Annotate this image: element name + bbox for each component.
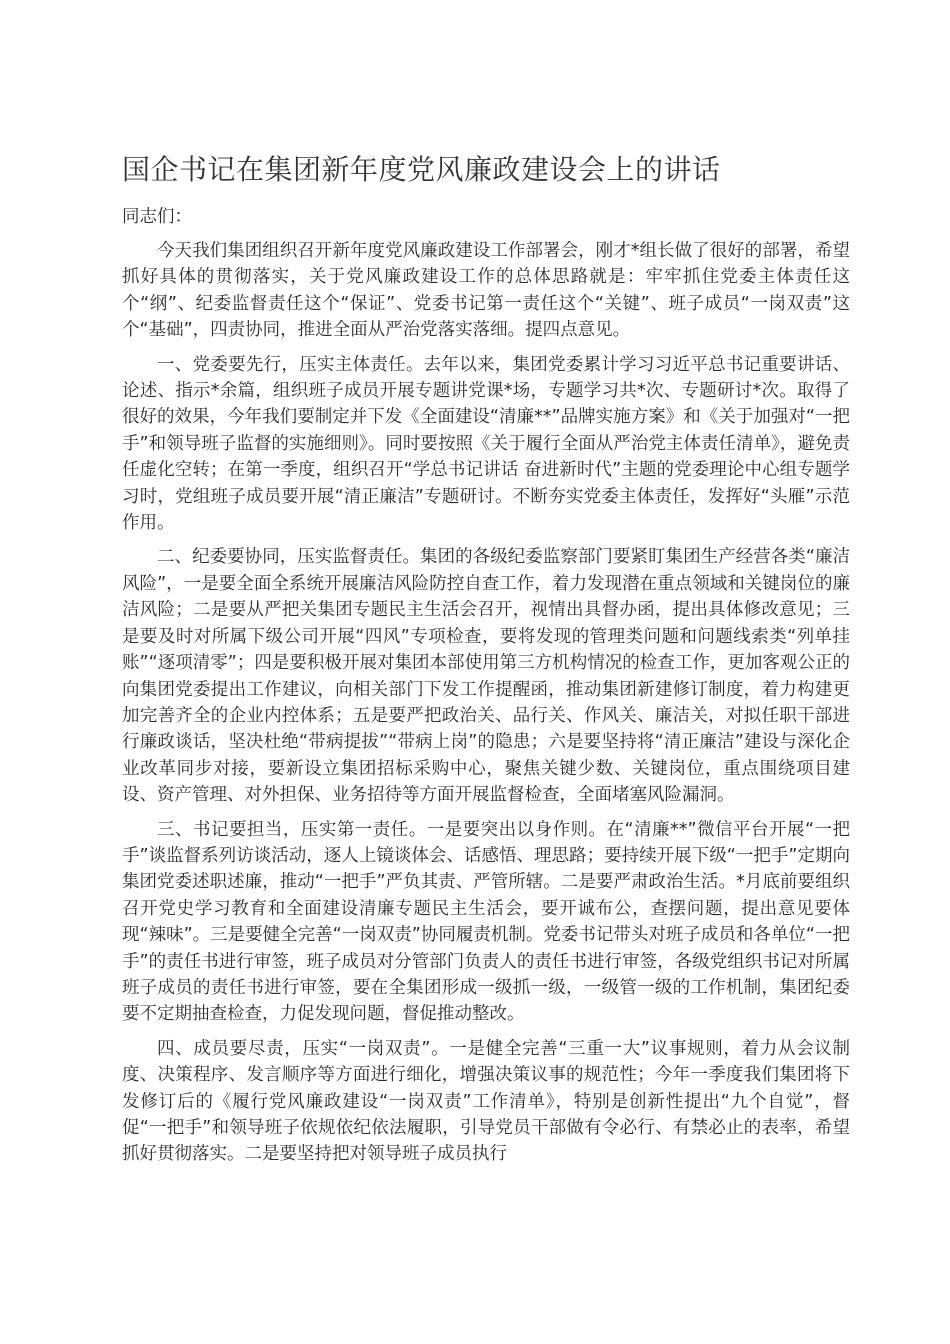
- paragraph-section-4: 四、成员要尽责，压实“一岗双责”。一是健全完善“三重一大”议事规则，着力从会议制度、决策程序、发言顺序等方面进行细化，增强决策议事的规范性；今年一季度我们集团将下发修订后的《履行党风廉政建设“一岗双责”工作清单》，特别是创新性提出“九个自觉”，督促“一把手”和领导班子依规依纪依法履职，引导党员干部做有令必行、有禁必止的表率，希望抓好贯彻落实。二是要坚持把对领导班子成员执行: [122, 1038, 850, 1165]
- paragraph-section-2: 二、纪委要协同，压实监督责任。集团的各级纪委监察部门要紧盯集团生产经营各类“廉洁风险”，一是要全面全系统开展廉洁风险防控自查工作，着力发现潜在重点领域和关键岗位的廉洁风险；二是要从严把关集团专题民主生活会召开，视情出具督办函，提出具体修改意见；三是要及时对所属下级公司开展“四风”专项检查，要将发现的管理类问题和问题线索类“列单挂账”“逐项清零”；四是要积极开展对集团本部使用第三方机构情况的检查工作，更加客观公正的向集团党委提出工作建议，向相关部门下发工作提醒函，推动集团新建修订制度，着力构建更加完善齐全的企业内控体系；五是要严把政治关、品行关、作风关、廉洁关，对拟任职干部进行廉政谈话，坚决杜绝“带病提拔”“带病上岗”的隐患；六是要坚持将“清正廉洁”建设与深化企业改革同步对接，要新设立集团招标采购中心，聚焦关键少数、关键岗位，重点围绕项目建设、资产管理、对外担保、业务招待等方面开展监督检查，全面堵塞风险漏洞。: [122, 547, 850, 806]
- salutation: 同志们：: [122, 207, 192, 227]
- paragraph-section-3: 三、书记要担当，压实第一责任。一是要突出以身作则。在“清廉**”微信平台开展“一把手”谈监督系列访谈活动，逐人上镜谈体会、话感悟、理思路；要持续开展下级“一把手”定期向集团党委述职述廉，推动“一把手”严负其责、严管所辖。二是要严肃政治生活。*月底前要组织召开党史学习教育和全面建设清廉专题民主生活会，要开诚布公，查摆问题，提出意见要体现“辣味”。三是要健全完善“一岗双责”协同履责机制。党委书记带头对班子成员和各单位“一把手”的责任书进行审签，班子成员对分管部门负责人的责任书进行审签，各级党组织书记对所属班子成员的责任书进行审签，要在全集团形成一级抓一级，一级管一级的工作机制，集团纪委要不定期抽查检查，力促发现问题，督促推动整改。: [122, 819, 850, 1025]
- paragraph-intro: 今天我们集团组织召开新年度党风廉政建设工作部署会，刚才*组长做了很好的部署，希望抓好具体的贯彻落实，关于党风廉政建设工作的总体思路就是：牢牢抓住党委主体责任这个“纲”、纪委监督责任这个“保证”、党委书记第一责任这个“关键”、班子成员“一岗双责”这个“基础”，四责协同，推进全面从严治党落实落细。提四点意见。: [122, 241, 850, 341]
- document-title: 国企书记在集团新年度党风廉政建设会上的讲话: [122, 153, 721, 186]
- paragraph-section-1: 一、党委要先行，压实主体责任。去年以来，集团党委累计学习习近平总书记重要讲话、论述、指示*余篇，组织班子成员开展专题讲党课*场，专题学习共*次、专题研讨*次。取得了很好的效果，今年我们要制定并下发《全面建设“清廉**”品牌实施方案》和《关于加强对“一把手”和领导班子监督的实施细则》。同时要按照《关于履行全面从严治党主体责任清单》，避免责任虚化空转；在第一季度，组织召开“学总书记讲话 奋进新时代”主题的党委理论中心组专题学习时，党组班子成员要开展“清正廉洁”专题研讨。不断夯实党委主体责任，发挥好“头雁”示范作用。: [122, 354, 850, 534]
- document-page: [122, 150, 850, 1176]
